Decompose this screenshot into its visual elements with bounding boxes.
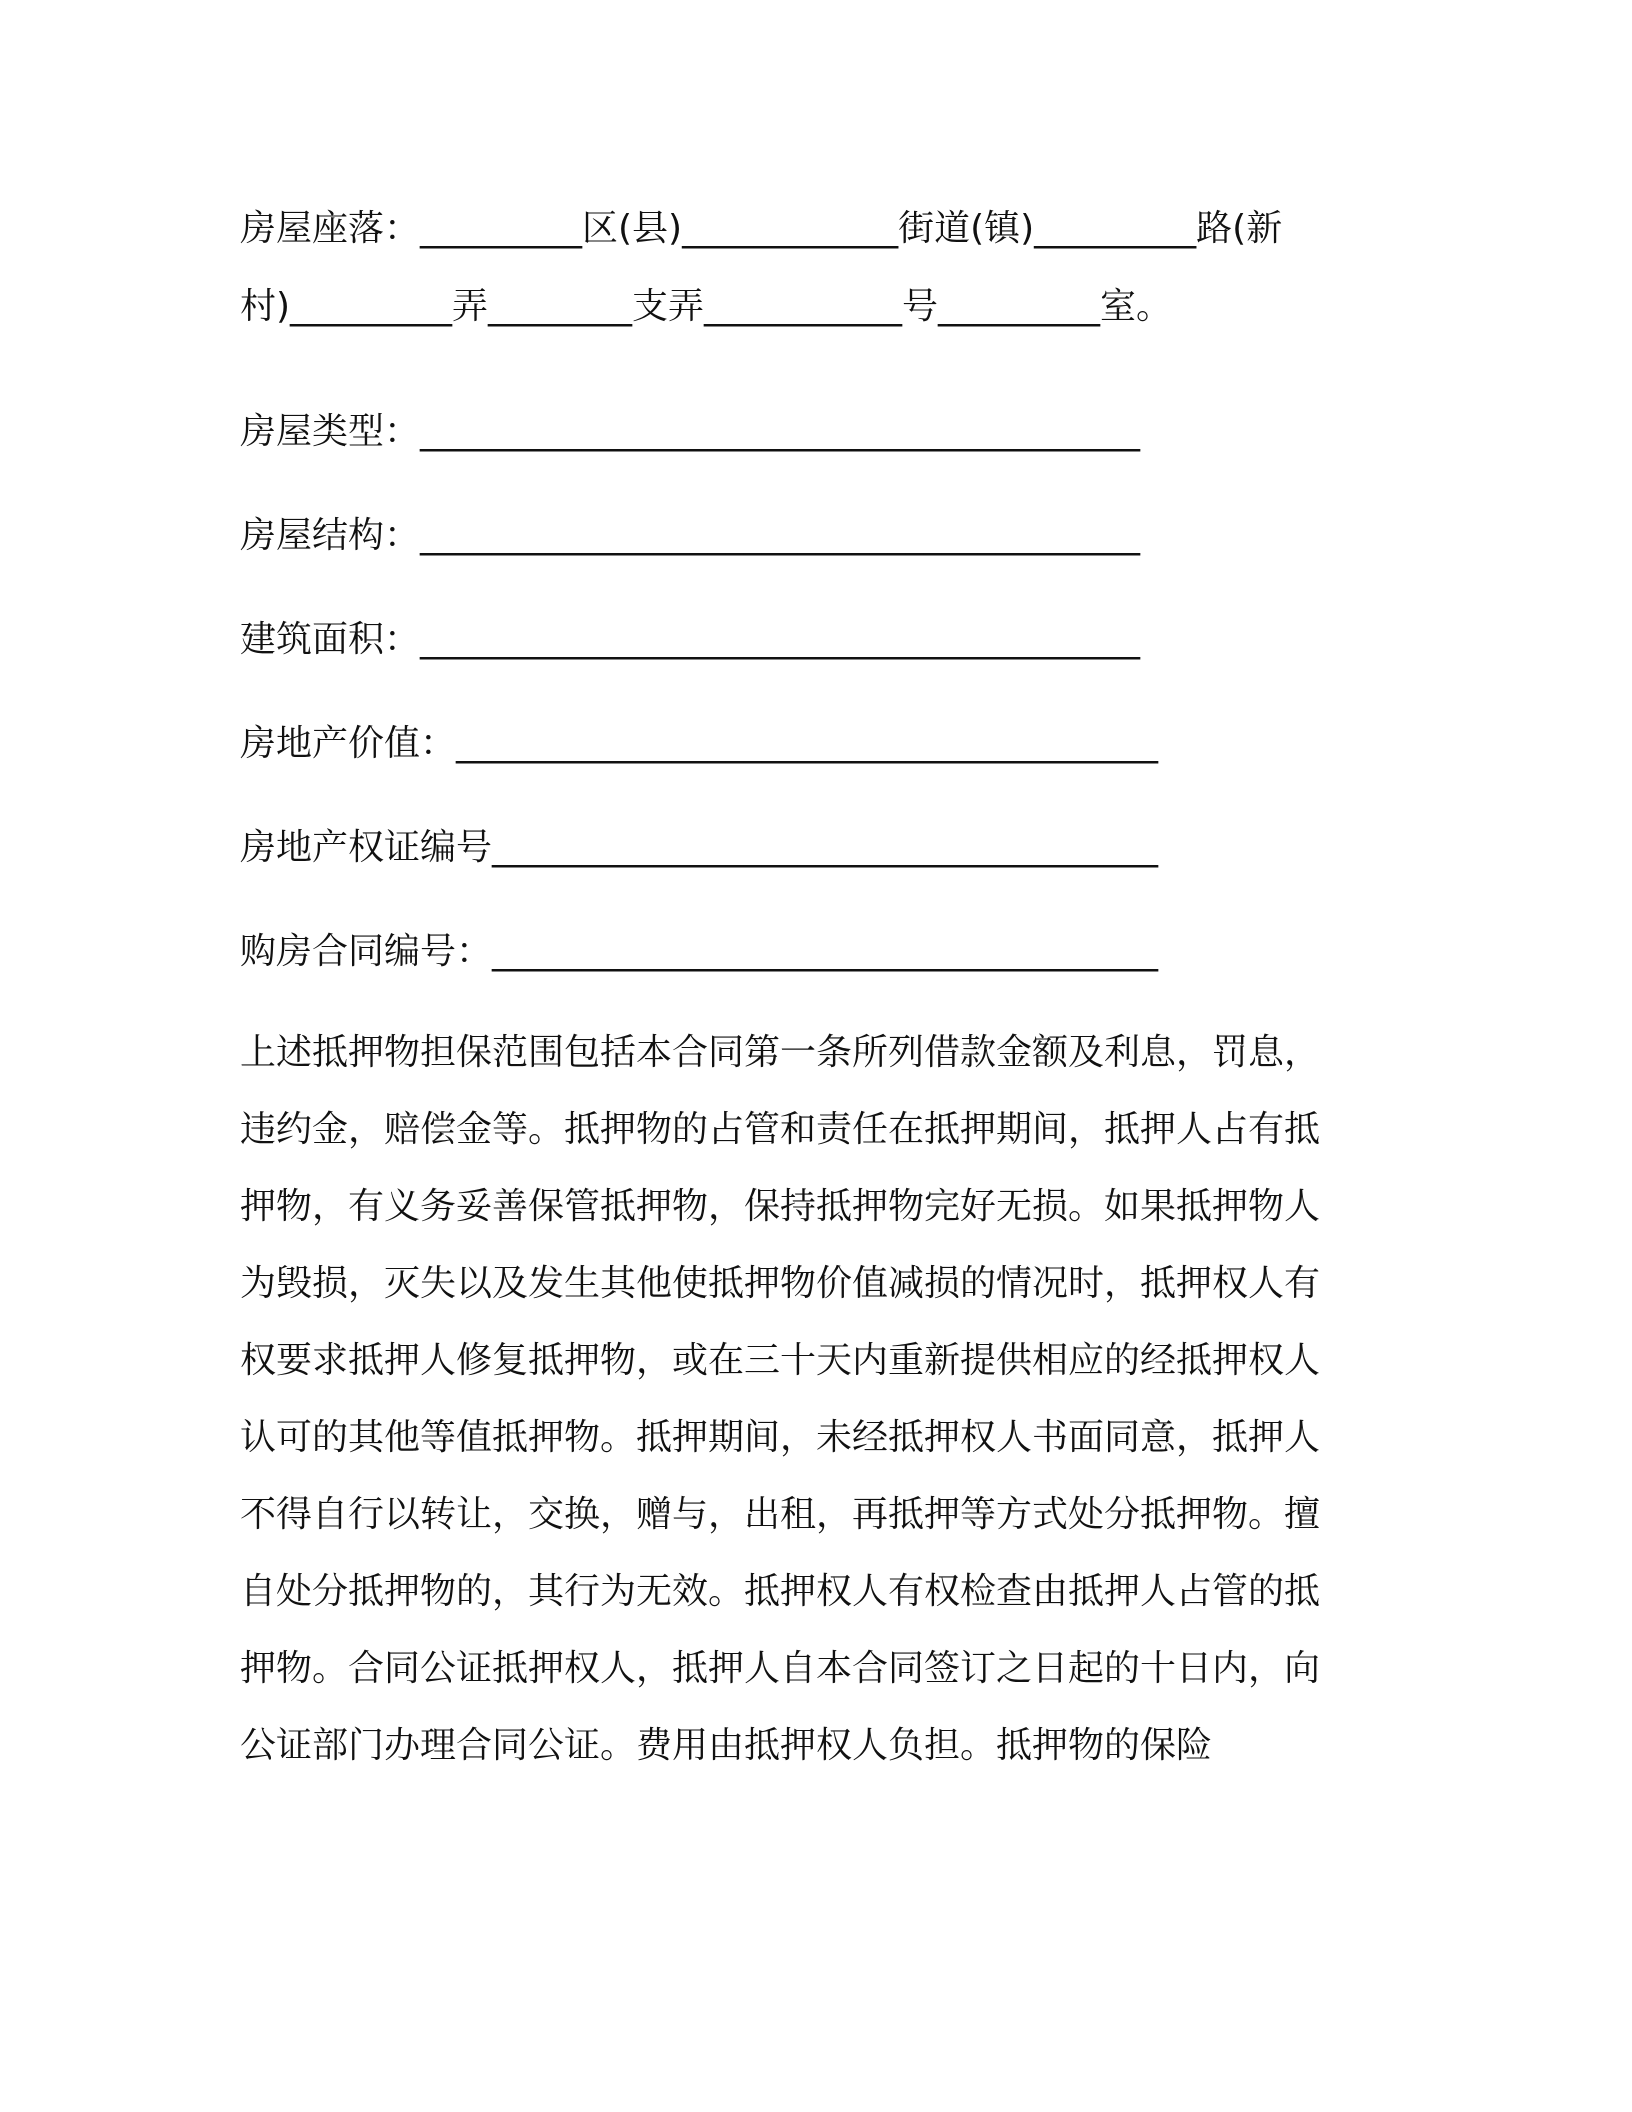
address-line-1: 房屋座落：_________区(县)____________街道(镇)_________路(新 — [240, 208, 1283, 249]
property-address-block — [240, 190, 1380, 346]
paragraph-line: 认可的其他等值抵押物。抵押期间，未经抵押权人书面同意，抵押人 — [240, 1417, 1321, 1458]
field-house-structure: 房屋结构：________________________________________ — [240, 515, 1141, 556]
field-property-value: 房地产价值：_______________________________________ — [240, 723, 1159, 764]
mortgage-terms-paragraph — [240, 1014, 1380, 1784]
document-body — [240, 190, 1380, 1784]
paragraph-line: 自处分抵押物的，其行为无效。抵押权人有权检查由抵押人占管的抵 — [240, 1571, 1321, 1612]
field-house-type: 房屋类型：________________________________________ — [240, 411, 1141, 452]
paragraph-line: 押物，有义务妥善保管抵押物，保持抵押物完好无损。如果抵押物人 — [240, 1186, 1321, 1227]
paragraph-line: 违约金，赔偿金等。抵押物的占管和责任在抵押期间，抵押人占有抵 — [240, 1109, 1321, 1150]
paragraph-line: 公证部门办理合同公证。费用由抵押权人负担。抵押物的保险 — [240, 1725, 1213, 1766]
field-purchase-contract-number: 购房合同编号：_____________________________________ — [240, 931, 1159, 972]
field-floor-area: 建筑面积：________________________________________ — [240, 619, 1141, 660]
field-property-certificate-number: 房地产权证编号_____________________________________ — [240, 827, 1159, 868]
paragraph-line: 上述抵押物担保范围包括本合同第一条所列借款金额及利息，罚息， — [240, 1032, 1321, 1073]
address-line-2: 村)_________弄________支弄___________号_________室。 — [240, 286, 1173, 327]
paragraph-line: 押物。合同公证抵押权人，抵押人自本合同签订之日起的十日内，向 — [240, 1648, 1321, 1689]
paragraph-line: 权要求抵押人修复抵押物，或在三十天内重新提供相应的经抵押权人 — [240, 1340, 1321, 1381]
paragraph-line: 不得自行以转让，交换，赠与，出租，再抵押等方式处分抵押物。擅 — [240, 1494, 1321, 1535]
paragraph-line: 为毁损，灭失以及发生其他使抵押物价值减损的情况时，抵押权人有 — [240, 1263, 1321, 1304]
